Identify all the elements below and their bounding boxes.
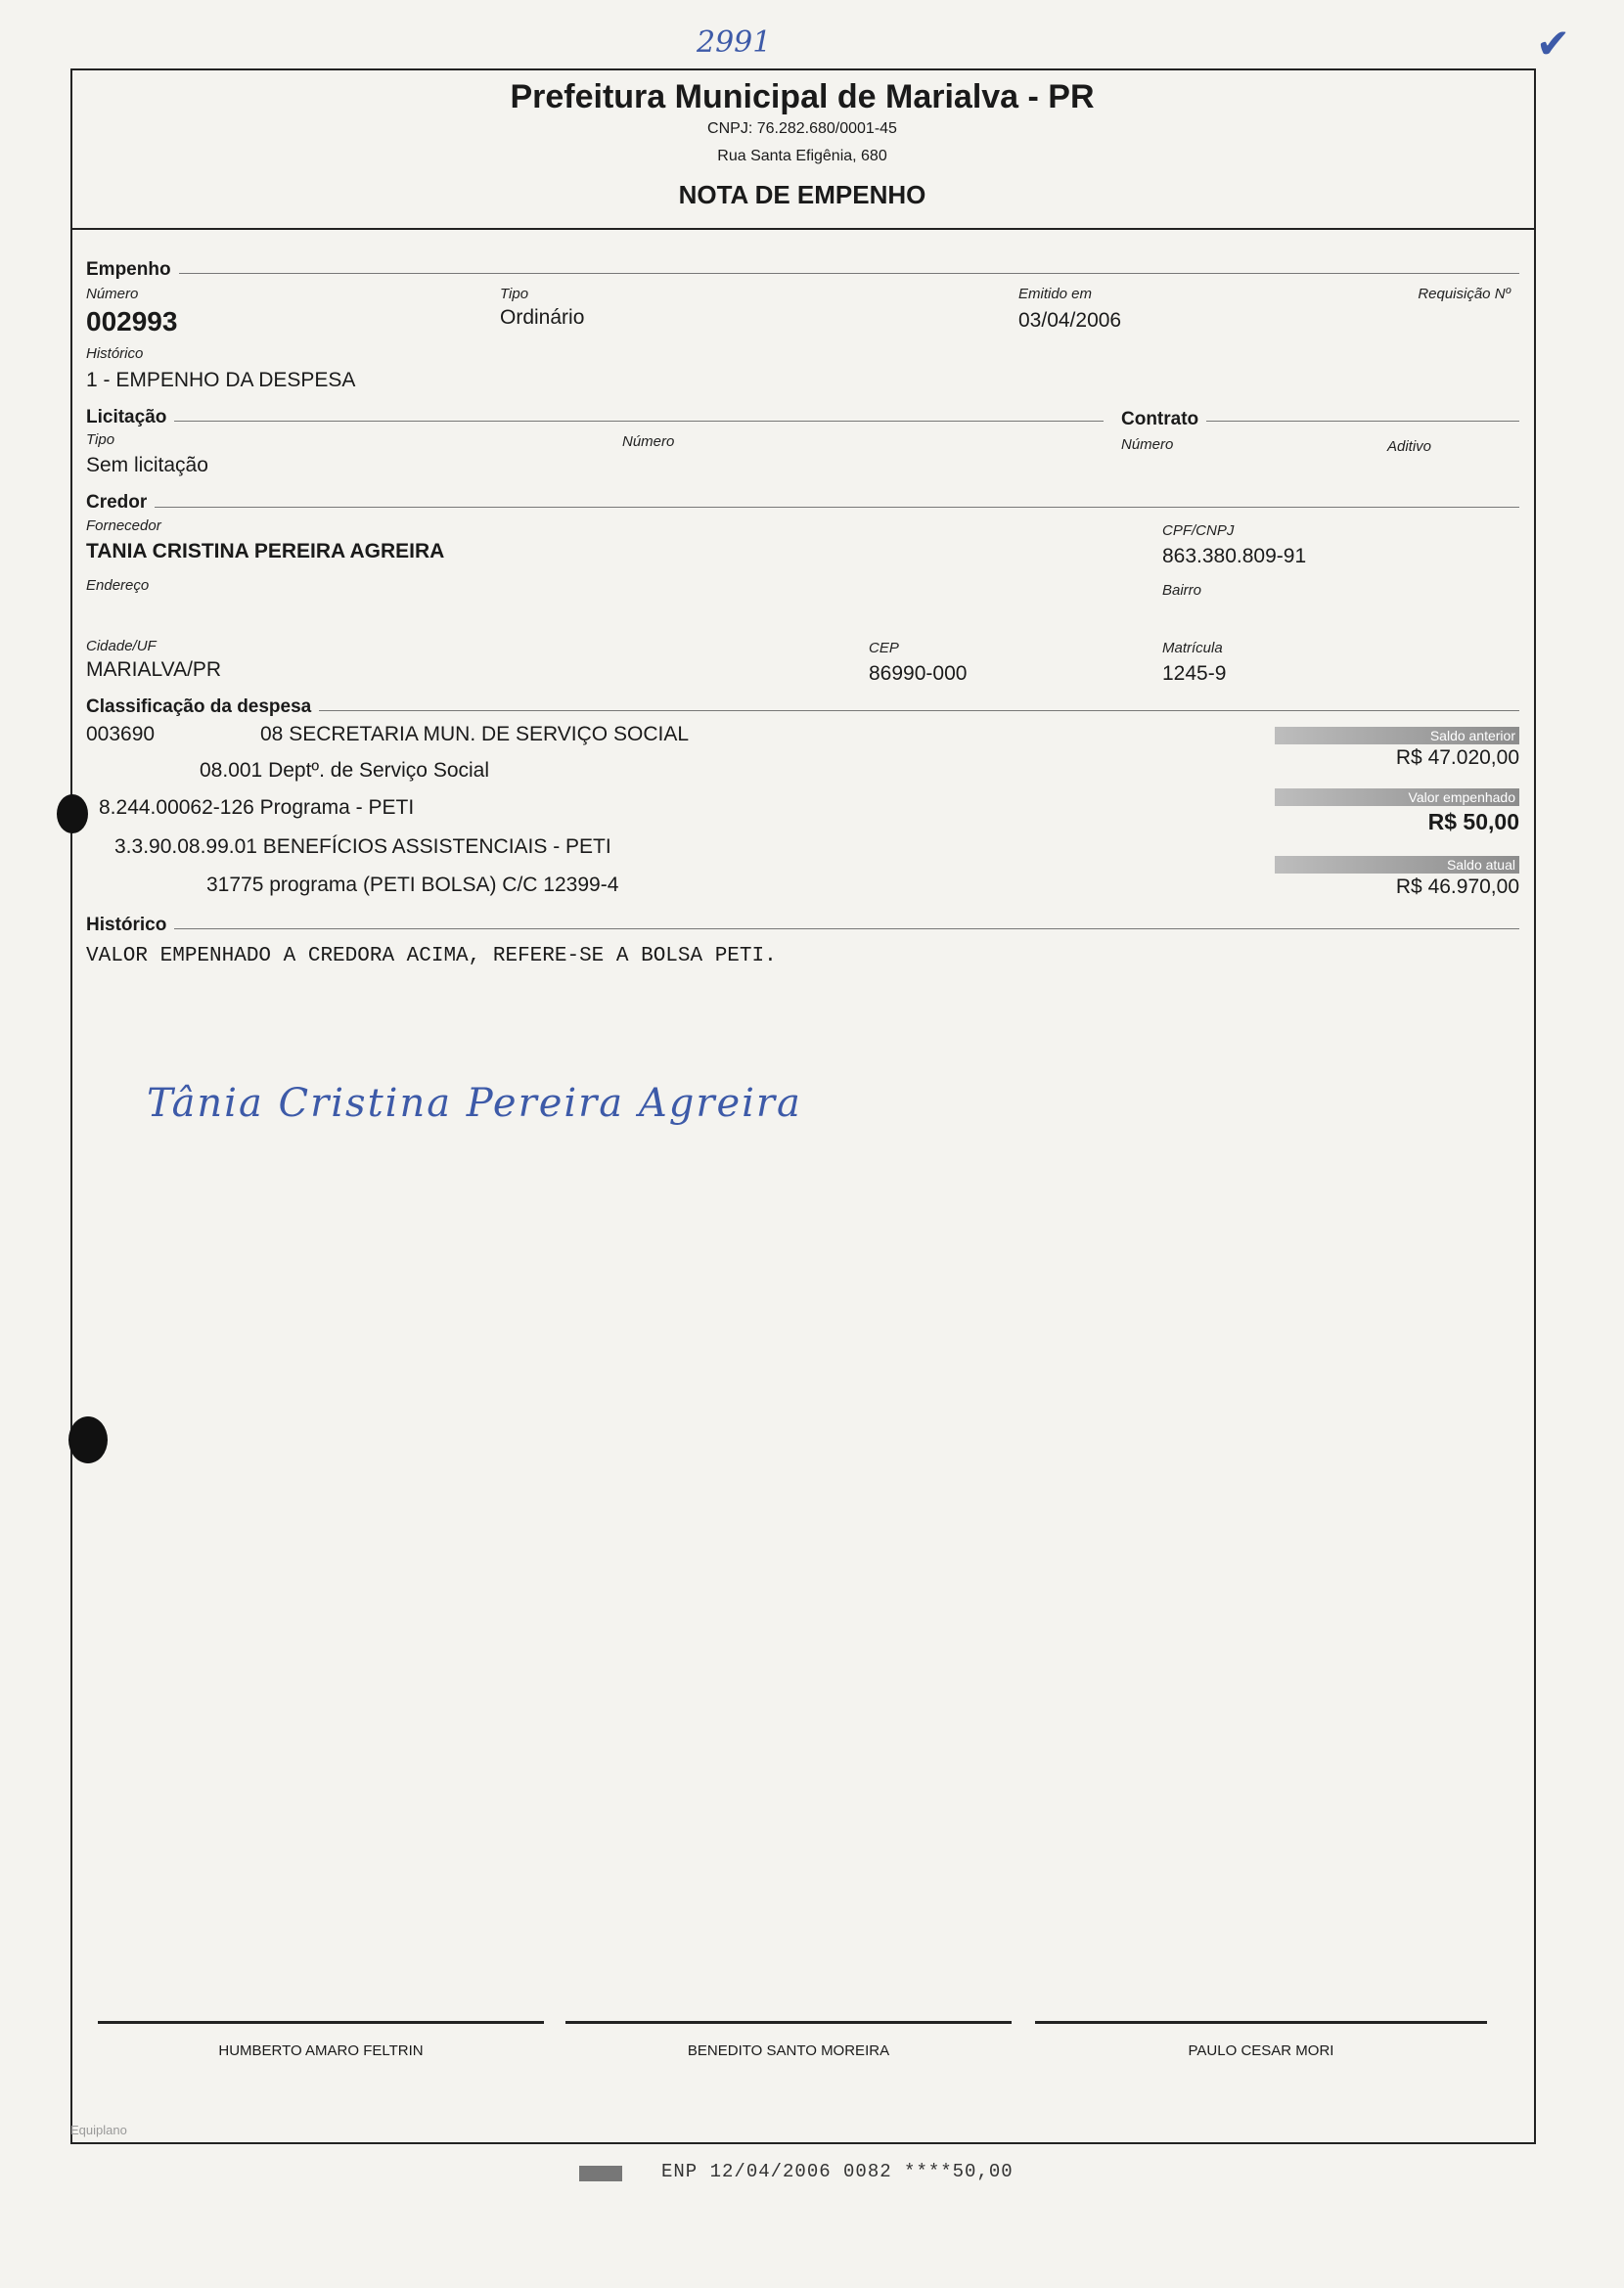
saldo-anterior-label: Saldo anterior [1275, 727, 1519, 744]
historico-text: VALOR EMPENHADO A CREDORA ACIMA, REFERE-SE A BOLSA PETI. [86, 945, 777, 967]
check-mark-icon: ✔ [1536, 20, 1571, 67]
classificacao-programa: 8.244.00062-126 Programa - PETI [99, 796, 415, 819]
punch-hole-icon [68, 1416, 108, 1463]
classificacao-codigo: 003690 [86, 723, 156, 745]
signature-line-1 [98, 2021, 544, 2024]
historico-section-title: Histórico [86, 915, 174, 936]
empenho-historico-label: Histórico [86, 345, 144, 362]
fornecedor-label: Fornecedor [86, 517, 161, 534]
contrato-numero-label: Número [1121, 436, 1174, 453]
signature-line-2 [565, 2021, 1012, 2024]
licitacao-tipo-label: Tipo [86, 431, 115, 448]
licitacao-rule [86, 421, 1104, 422]
signatory-1: HUMBERTO AMARO FELTRIN [218, 2042, 424, 2059]
empenho-section-title: Empenho [86, 259, 179, 281]
footer-brand: Equiplano [70, 2123, 127, 2137]
signatory-3: PAULO CESAR MORI [1188, 2042, 1334, 2059]
cidade-label: Cidade/UF [86, 638, 157, 654]
handwritten-signature: Tânia Cristina Pereira Agreira [147, 1081, 802, 1126]
bairro-label: Bairro [1162, 582, 1202, 599]
saldo-atual-label: Saldo atual [1275, 856, 1519, 874]
empenho-historico: 1 - EMPENHO DA DESPESA [86, 369, 356, 391]
page-title: Prefeitura Municipal de Marialva - PR [510, 78, 1095, 115]
historico-rule [86, 928, 1519, 929]
valor-empenhado-label: Valor empenhado [1275, 788, 1519, 806]
document-type: NOTA DE EMPENHO [678, 180, 926, 209]
empenho-numero-label: Número [86, 286, 139, 302]
signatory-2: BENEDITO SANTO MOREIRA [687, 2042, 890, 2059]
cidade-value: MARIALVA/PR [86, 658, 222, 681]
endereco-label: Endereço [86, 577, 150, 594]
handwritten-page-number: 2991 [697, 25, 772, 60]
cnpj: CNPJ: 76.282.680/0001-45 [707, 120, 897, 137]
matricula-value: 1245-9 [1162, 662, 1227, 685]
contrato-aditivo-label: Aditivo [1387, 438, 1432, 455]
cep-label: CEP [869, 640, 899, 656]
empenho-tipo: Ordinário [500, 306, 585, 329]
contrato-section-title: Contrato [1121, 409, 1206, 430]
signature-line-3 [1035, 2021, 1487, 2024]
classificacao-departamento: 08.001 Deptº. de Serviço Social [200, 759, 490, 782]
licitacao-tipo: Sem licitação [86, 454, 208, 476]
emitido-label: Emitido em [1018, 286, 1093, 302]
classificacao-elemento: 3.3.90.08.99.01 BENEFÍCIOS ASSISTENCIAIS - PETI [114, 835, 611, 858]
cpf-label: CPF/CNPJ [1162, 522, 1235, 539]
licitacao-section-title: Licitação [86, 407, 174, 428]
address: Rua Santa Efigênia, 680 [717, 148, 887, 164]
payment-stamp: ENP 12/04/2006 0082 ****50,00 [661, 2161, 1014, 2182]
header-divider [70, 228, 1536, 230]
matricula-label: Matrícula [1162, 640, 1223, 656]
stamp-mark-icon [579, 2166, 622, 2181]
empenho-rule [86, 273, 1519, 274]
emitido-date: 03/04/2006 [1018, 309, 1122, 332]
empenho-numero: 002993 [86, 306, 178, 336]
saldo-anterior-value: R$ 47.020,00 [1395, 746, 1519, 769]
classificacao-section-title: Classificação da despesa [86, 696, 319, 718]
classificacao-secretaria: 08 SECRETARIA MUN. DE SERVIÇO SOCIAL [260, 723, 690, 745]
cpf-value: 863.380.809-91 [1162, 545, 1307, 567]
valor-empenhado-value: R$ 50,00 [1427, 809, 1519, 834]
requisicao-label: Requisição Nº [1418, 286, 1511, 302]
empenho-tipo-label: Tipo [500, 286, 529, 302]
cep-value: 86990-000 [869, 662, 968, 685]
credor-section-title: Credor [86, 492, 155, 514]
credor-rule [86, 507, 1519, 508]
punch-hole-icon [57, 794, 88, 833]
classificacao-recurso: 31775 programa (PETI BOLSA) C/C 12399-4 [206, 874, 619, 896]
saldo-atual-value: R$ 46.970,00 [1395, 875, 1519, 898]
licitacao-numero-label: Número [622, 433, 675, 450]
fornecedor-name: TANIA CRISTINA PEREIRA AGREIRA [86, 540, 445, 562]
